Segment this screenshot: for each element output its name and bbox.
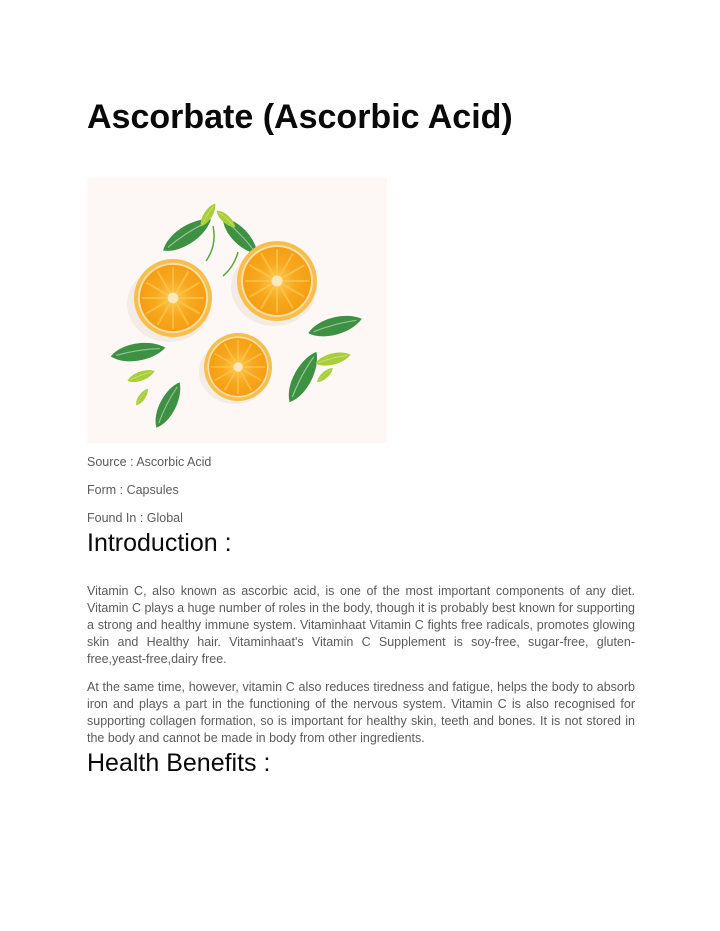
page-title: Ascorbate (Ascorbic Acid) — [87, 98, 513, 136]
meta-block — [87, 455, 635, 525]
meta-form: Form : Capsules — [87, 483, 179, 497]
heading-introduction: Introduction : — [87, 529, 232, 557]
oranges-leaves-image — [87, 178, 387, 443]
figure-oranges — [87, 178, 387, 443]
meta-found-in: Found In : Global — [87, 511, 183, 525]
heading-health-benefits: Health Benefits : — [87, 749, 271, 777]
meta-source: Source : Ascorbic Acid — [87, 455, 212, 469]
paragraph-intro-1: Vitamin C, also known as ascorbic acid, is one of the most important components of any diet. Vitamin C plays a huge number of roles in the body, though it is probably best known for supporting a strong and healthy immune system. Vitaminhaat Vitamin C fights free radicals, promotes glowing skin and Healthy hair. Vitaminhaat's Vitamin C Supplement is soy-free, sugar-free, gluten-free,yeast-free,dairy free. — [87, 584, 635, 666]
paragraph-intro-2: At the same time, however, vitamin C also reduces tiredness and fatigue, helps the body to absorb iron and plays a part in the functioning of the nervous system. Vitamin C is also recognised for supporting collagen formation, so is important for healthy skin, teeth and bones. It is not stored in the body and cannot be made in body from other ingredients. — [87, 680, 635, 745]
